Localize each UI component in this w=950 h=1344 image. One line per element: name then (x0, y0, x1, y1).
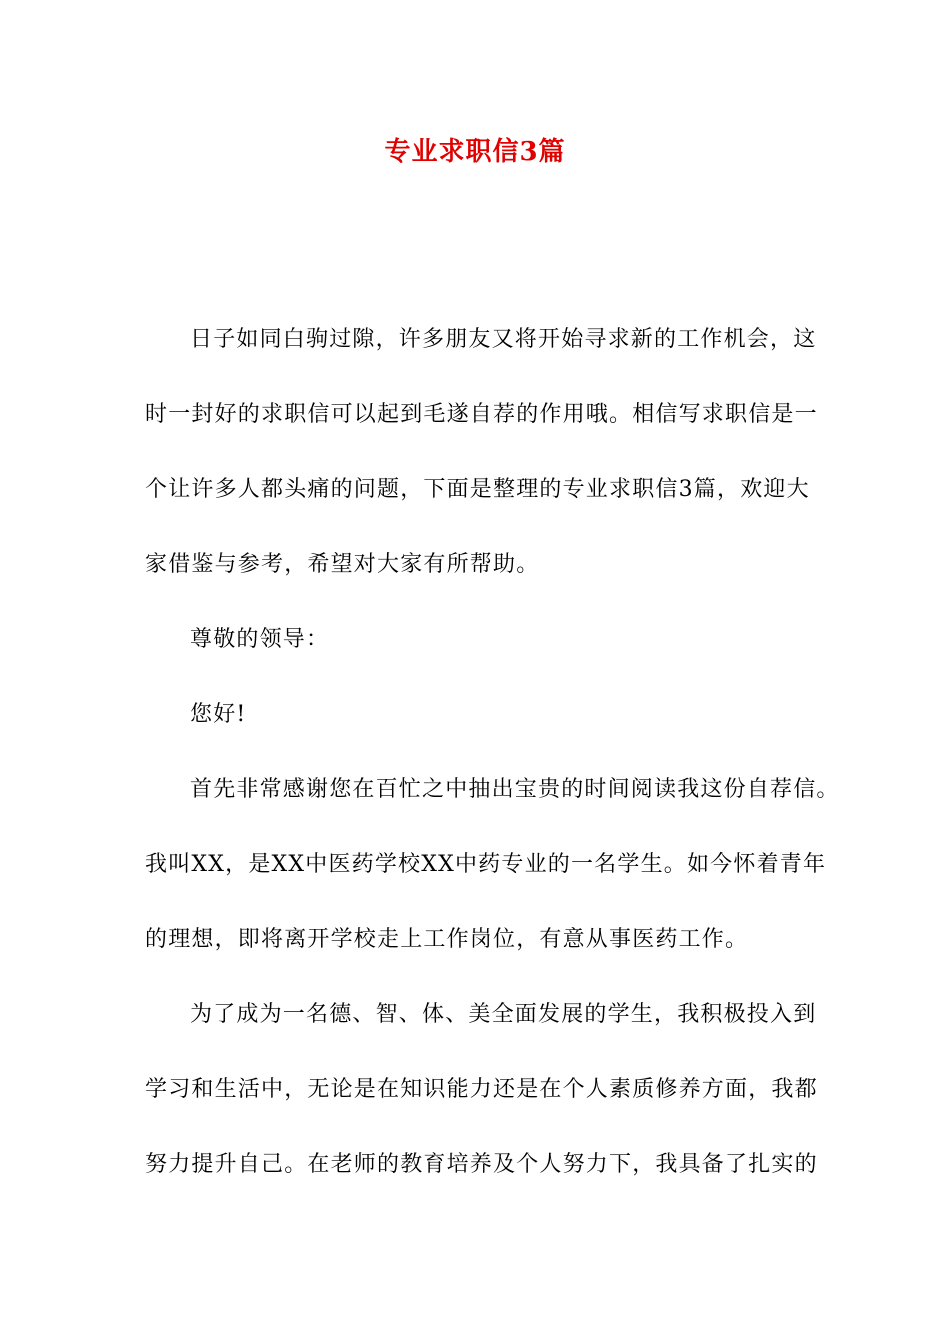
text-line: 家借鉴与参考，希望对大家有所帮助。 (145, 552, 540, 577)
text-line: 首先非常感谢您在百忙之中抽出宝贵的时间阅读我这份自荐信。 (190, 777, 840, 802)
text-line: 日子如同白驹过隙，许多朋友又将开始寻求新的工作机会，这 (190, 327, 817, 352)
text-line: 时一封好的求职信可以起到毛遂自荐的作用哦。相信写求职信是一 (145, 402, 818, 427)
text-line: 我叫XX，是XX中医药学校XX中药专业的一名学生。如今怀着青年 (145, 852, 827, 877)
text-line: 努力提升自己。在老师的教育培养及个人努力下，我具备了扎实的 (145, 1152, 818, 1177)
text-line: 的理想，即将离开学校走上工作岗位，有意从事医药工作。 (145, 927, 749, 952)
salutation: 尊敬的领导： (190, 627, 330, 652)
text-line: 为了成为一名德、智、体、美全面发展的学生，我积极投入到 (190, 1002, 817, 1027)
greeting: 您好! (190, 702, 247, 727)
text-line: 学习和生活中，无论是在知识能力还是在个人素质修养方面，我都 (145, 1077, 818, 1102)
document-title: 专业求职信3篇 (384, 137, 566, 167)
text-line: 个让许多人都头痛的问题，下面是整理的专业求职信3篇，欢迎大 (145, 477, 810, 502)
